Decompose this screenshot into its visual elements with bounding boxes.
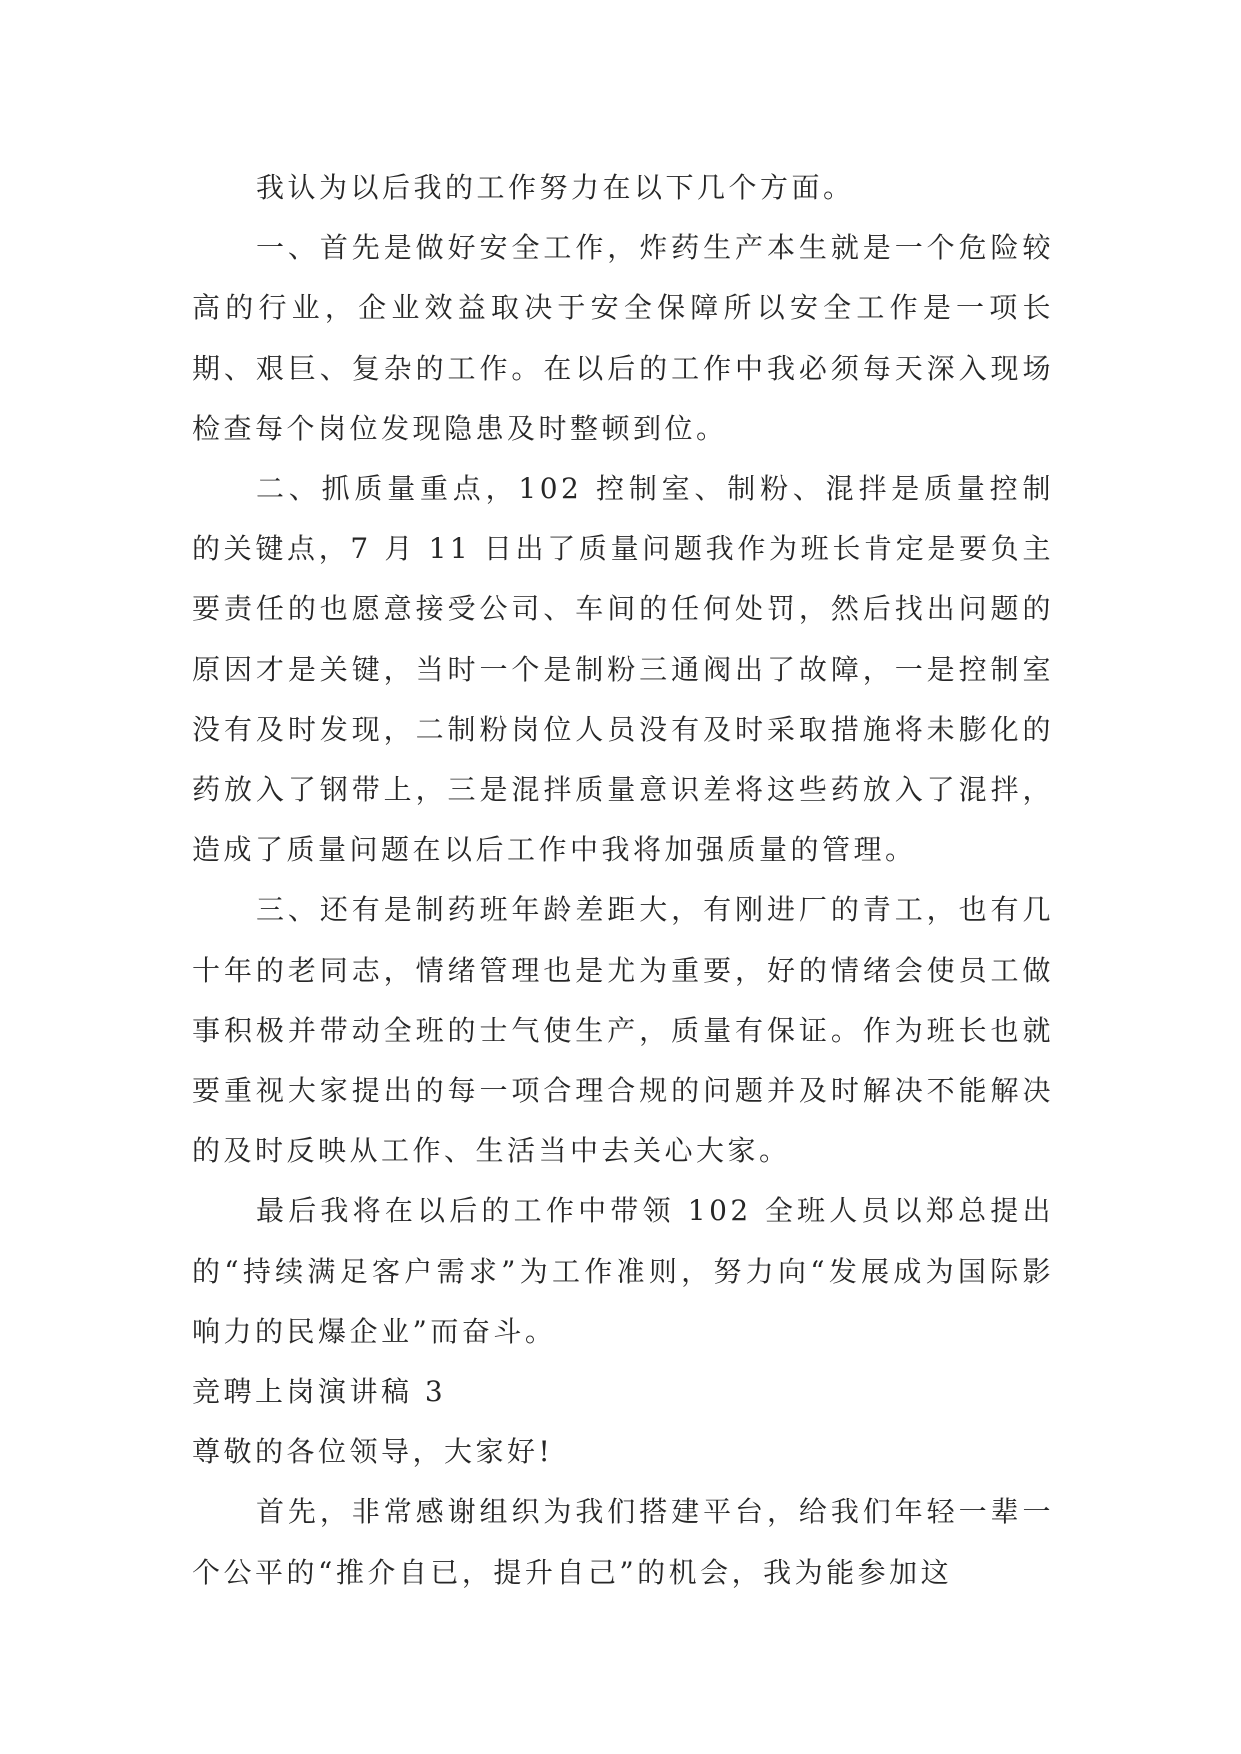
paragraph-quality-focus: 二、抓质量重点，102 控制室、制粉、混拌是质量控制的关键点，7 月 11 日出了质量问题我作为班长肯定是要负主要责任的也愿意接受公司、车间的任何处罚，然后找出问题的原因才是关键，当时一个是制粉三通阀出了故障，一是控制室没有及时发现，二制粉岗位人员没有及时采取措施将未膨化的药放入了钢带上，三是混拌质量意识差将这些药放入了混拌，造成了质量问题在以后工作中我将加强质量的管理。 [192,472,1054,867]
paragraph-thanks: 首先，非常感谢组织为我们搭建平台，给我们年轻一辈一个公平的“推介自已，提升自己”的机会，我为能参加这 [192,1495,1054,1589]
paragraph-team-management: 三、还有是制药班年龄差距大，有刚进厂的青工，也有几十年的老同志，情绪管理也是尤为重要，好的情绪会使员工做事积极并带动全班的士气使生产，质量有保证。作为班长也就要重视大家提出的每一项合理合规的问题并及时解决不能解决的及时反映从工作、生活当中去关心大家。 [192,893,1054,1168]
greeting-line: 尊敬的各位领导，大家好! [192,1435,554,1469]
paragraph-work-focus-intro: 我认为以后我的工作努力在以下几个方面。 [256,171,855,204]
paragraph-safety-work: 一、首先是做好安全工作，炸药生产本生就是一个危险较高的行业，企业效益取决于安全保障所以安全工作是一项长期、艰巨、复杂的工作。在以后的工作中我必须每天深入现场检查每个岗位发现隐患及时整顿到位。 [192,231,1054,445]
document-body [192,158,1054,1603]
section-heading-speech-3: 竞聘上岗演讲稿 3 [192,1375,447,1409]
paragraph-conclusion: 最后我将在以后的工作中带领 102 全班人员以郑总提出的“持续满足客户需求”为工作准则，努力向“发展成为国际影响力的民爆企业”而奋斗。 [192,1194,1054,1348]
